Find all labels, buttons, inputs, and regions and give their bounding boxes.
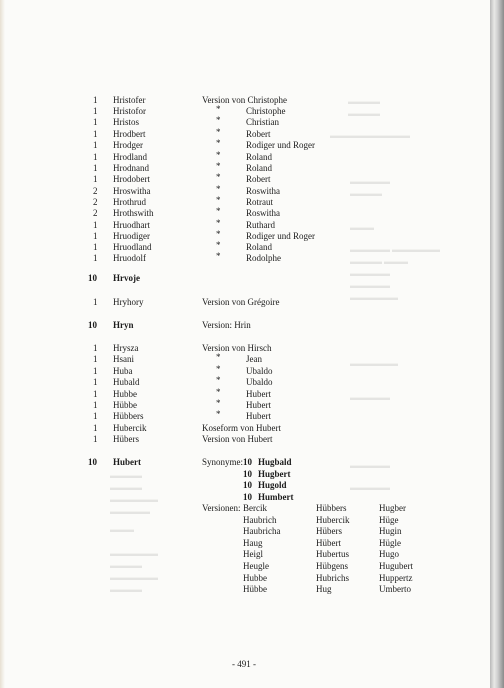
ditto-mark: *: [216, 115, 221, 125]
ditto-mark: *: [216, 206, 221, 216]
entry-number: 1: [93, 411, 98, 421]
version-name: Haubrich: [243, 514, 277, 525]
entry-number: 1: [93, 297, 98, 307]
synonym-number: 10: [243, 457, 252, 467]
version-name: Heugle: [243, 561, 269, 571]
entry-number: 1: [93, 174, 98, 184]
entry-name: Hristofor: [113, 106, 146, 116]
version-name: Hubercik: [316, 514, 350, 525]
page-gutter: [0, 0, 5, 688]
entry-number: 1: [93, 220, 98, 230]
ditto-mark: *: [216, 184, 221, 194]
entry-name: Hubert: [113, 457, 141, 467]
entry-description: Version von Christophe: [202, 95, 287, 105]
entry-name: Hrothswith: [113, 208, 154, 218]
entry-description: Rotraut: [246, 197, 273, 207]
synonym-number: 10: [243, 491, 252, 502]
entry-name: Hristofer: [113, 95, 146, 105]
entry-number: 1: [93, 377, 98, 387]
entry-name: Hristos: [113, 117, 140, 127]
entry-number: 1: [93, 423, 98, 433]
synonym-number: 10: [243, 468, 252, 479]
entry-number: 1: [93, 163, 98, 173]
entry-description: Hubert: [246, 411, 271, 421]
entry-number: 1: [93, 129, 98, 139]
version-name: Hugubert: [379, 561, 413, 571]
entry-number: 1: [93, 106, 98, 116]
entry-description: Rodiger und Roger: [246, 140, 315, 150]
version-name: Huppertz: [379, 572, 413, 583]
versionen-label: Versionen:: [202, 503, 241, 513]
entry-number: 1: [93, 400, 98, 410]
entry-description: Roland: [246, 163, 272, 173]
entry-name: Hrodnand: [113, 163, 149, 173]
entry-name: Hübers: [113, 434, 139, 444]
entry-number: 1: [93, 152, 98, 162]
synonym-name: Humbert: [258, 491, 294, 502]
entry-description: Robert: [246, 129, 271, 139]
ditto-mark: *: [216, 398, 221, 408]
version-name: Hugber: [379, 503, 406, 513]
entry-name: Hrodland: [113, 152, 147, 162]
entry-description: Christophe: [246, 106, 286, 116]
entry-number: 1: [93, 140, 98, 150]
entry-number: 1: [93, 117, 98, 127]
ditto-mark: *: [216, 387, 221, 397]
entry-description: Hubert: [246, 389, 271, 399]
entry-number: 1: [93, 434, 98, 444]
version-name: Hubbe: [243, 572, 267, 583]
entry-number: 1: [93, 95, 98, 105]
ditto-mark: *: [216, 409, 221, 419]
entry-number: 1: [93, 231, 98, 241]
entry-number: 10: [88, 457, 97, 467]
entry-name: Hubald: [113, 377, 140, 387]
entry-name: Hrysza: [113, 343, 139, 353]
entry-name: Huba: [113, 366, 133, 376]
entry-description: Rodiger und Roger: [246, 231, 315, 241]
version-name: Bercik: [243, 503, 267, 513]
entry-name: Hrodbert: [113, 129, 146, 139]
entry-name: Hübbers: [113, 411, 144, 421]
entry-description: Ubaldo: [246, 377, 273, 387]
version-name: Umberto: [379, 584, 411, 595]
entry-name: Hubbe: [113, 389, 137, 399]
entry-description: Version: Hrin: [202, 320, 251, 330]
version-name: Hubrichs: [316, 572, 349, 583]
entry-description: Robert: [246, 174, 271, 184]
entry-name: Hsani: [113, 354, 134, 364]
entry-name: Hübbe: [113, 400, 137, 410]
entry-name: Hruodolf: [113, 253, 146, 263]
entry-name: Hrodger: [113, 140, 143, 150]
version-name: Hugo: [379, 549, 399, 560]
ditto-mark: *: [216, 364, 221, 374]
synonym-name: Hugbald: [258, 457, 292, 467]
entry-name: Hrodobert: [113, 174, 150, 184]
synonym-number: 10: [243, 480, 252, 490]
ditto-mark: *: [216, 127, 221, 137]
version-name: Haug: [243, 537, 263, 548]
synonym-name: Hugold: [258, 480, 287, 490]
entry-name: Hrvoje: [113, 273, 140, 283]
ditto-mark: *: [216, 104, 221, 114]
entry-number: 2: [93, 186, 98, 196]
entry-number: 1: [93, 354, 98, 364]
entry-name: Hruodiger: [113, 231, 150, 241]
entry-description: Rodolphe: [246, 253, 281, 263]
ditto-mark: *: [216, 352, 221, 362]
entry-name: Hubercik: [113, 423, 147, 433]
version-name: Hübert: [316, 537, 341, 548]
entry-number: 10: [88, 273, 97, 283]
version-name: Hübers: [316, 526, 342, 537]
version-name: Hübbe: [243, 584, 267, 595]
version-name: Heigl: [243, 549, 263, 560]
page-number: - 491 -: [232, 659, 256, 669]
ditto-mark: *: [216, 150, 221, 160]
entry-number: 10: [88, 320, 97, 330]
entry-description: Jean: [246, 354, 262, 364]
ditto-mark: *: [216, 195, 221, 205]
entry-name: Hryhory: [113, 297, 144, 307]
ditto-mark: *: [216, 172, 221, 182]
entry-name: Hruodhart: [113, 220, 150, 230]
entry-name: Hruodland: [113, 242, 152, 252]
entry-description: Christian: [246, 117, 279, 127]
version-name: Hug: [316, 584, 332, 595]
entry-description: Version von Grégoire: [202, 297, 280, 307]
ditto-mark: *: [216, 229, 221, 239]
entry-number: 2: [93, 208, 98, 218]
entry-description: Version von Hubert: [202, 434, 273, 444]
entry-number: 1: [93, 366, 98, 376]
entry-number: 1: [93, 343, 98, 353]
entry-description: Ruthard: [246, 220, 275, 230]
version-name: Hügle: [379, 537, 401, 548]
entry-name: Hroswitha: [113, 186, 151, 196]
synonym-name: Hugbert: [258, 468, 291, 479]
entry-number: 1: [93, 389, 98, 399]
entry-name: Hryn: [113, 320, 134, 330]
synonyme-label: Synonyme:: [202, 457, 244, 467]
ditto-mark: *: [216, 161, 221, 171]
version-name: Hugin: [379, 526, 402, 537]
entry-description: Roswitha: [246, 186, 281, 196]
entry-number: 2: [93, 197, 98, 207]
entry-description: Koseform von Hubert: [202, 423, 281, 433]
version-name: Haubricha: [243, 526, 281, 537]
version-name: Hübgens: [316, 561, 348, 571]
ditto-mark: *: [216, 240, 221, 250]
entry-description: Roswitha: [246, 208, 281, 218]
page-edge: [490, 0, 504, 688]
book-page: ▬▬▬▬ ▬▬▬▬ ▬▬▬▬▬▬▬▬▬▬ ▬▬▬▬▬ ▬▬▬▬ ▬▬▬ ▬▬▬▬▬ ▬▬▬▬▬▬ ▬▬▬▬ ▬▬▬ ▬▬▬▬▬ ▬▬▬▬▬ ▬▬▬▬▬▬ ▬▬▬▬▬▬ ▬▬▬▬▬ ▬▬▬▬▬ ▬▬▬▬▬ ▬▬▬▬ ▬▬▬▬ ▬▬▬▬▬▬ ▬▬▬▬▬ ▬▬▬ ▬▬▬▬▬▬ ▬▬▬▬ ▬▬▬▬▬▬ ▬▬▬▬ 1 Hristofer Version von Christophe 1 Hristofor * Christophe 1 Hristos * Christian 1 Hrodbert * Robert 1 Hrodger * Rodiger und Roger 1 Hrodland * Roland 1 Hrodnand * Roland 1 Hrodobert * Robert 2 Hroswitha * Roswitha 2 Hrothrud * Rotraut 2 Hrothswith * Roswitha 1 Hruodhart * Ruthard 1 Hruodiger * Rodiger und Roger 1 Hruodland * Roland 1 Hruodolf * Rodolphe 10 Hrvoje 1 Hryhory Version von Grégoire 10 Hryn Version: Hrin 1 Hrysza Version von Hirsch 1 Hsani * Jean 1 Huba * Ubaldo 1 Hubald * Ubaldo 1 Hubbe * Hubert 1 Hübbe * Hubert 1 Hübbers * Hubert 1 Hubercik Koseform von Hubert 1 Hübers Version von Hubert 10 Hubert Synonyme: 10 Hugbald 10 Hugbert 10 Hugold 10 Humbert Versionen: Bercik Hübbers Hugber Haubrich Hubercik Hüge Haubricha Hübers Hugin Haug Hübert Hügle Heigl Hubertus Hugo Heugle Hübgens Hugubert Hubbe Hubrichs Huppertz Hübbe Hug Umberto - 491 -: [0, 0, 490, 688]
version-name: Hübbers: [316, 503, 347, 513]
entry-description: Version von Hirsch: [202, 343, 272, 353]
version-name: Hüge: [379, 514, 399, 525]
entry-number: 1: [93, 242, 98, 252]
ditto-mark: *: [216, 375, 221, 385]
entry-description: Roland: [246, 242, 272, 252]
entry-description: Ubaldo: [246, 366, 273, 376]
version-name: Hubertus: [316, 549, 349, 560]
ditto-mark: *: [216, 251, 221, 261]
entry-name: Hrothrud: [113, 197, 146, 207]
entry-description: Hubert: [246, 400, 271, 410]
entry-description: Roland: [246, 152, 272, 162]
ditto-mark: *: [216, 138, 221, 148]
ditto-mark: *: [216, 218, 221, 228]
entry-number: 1: [93, 253, 98, 263]
